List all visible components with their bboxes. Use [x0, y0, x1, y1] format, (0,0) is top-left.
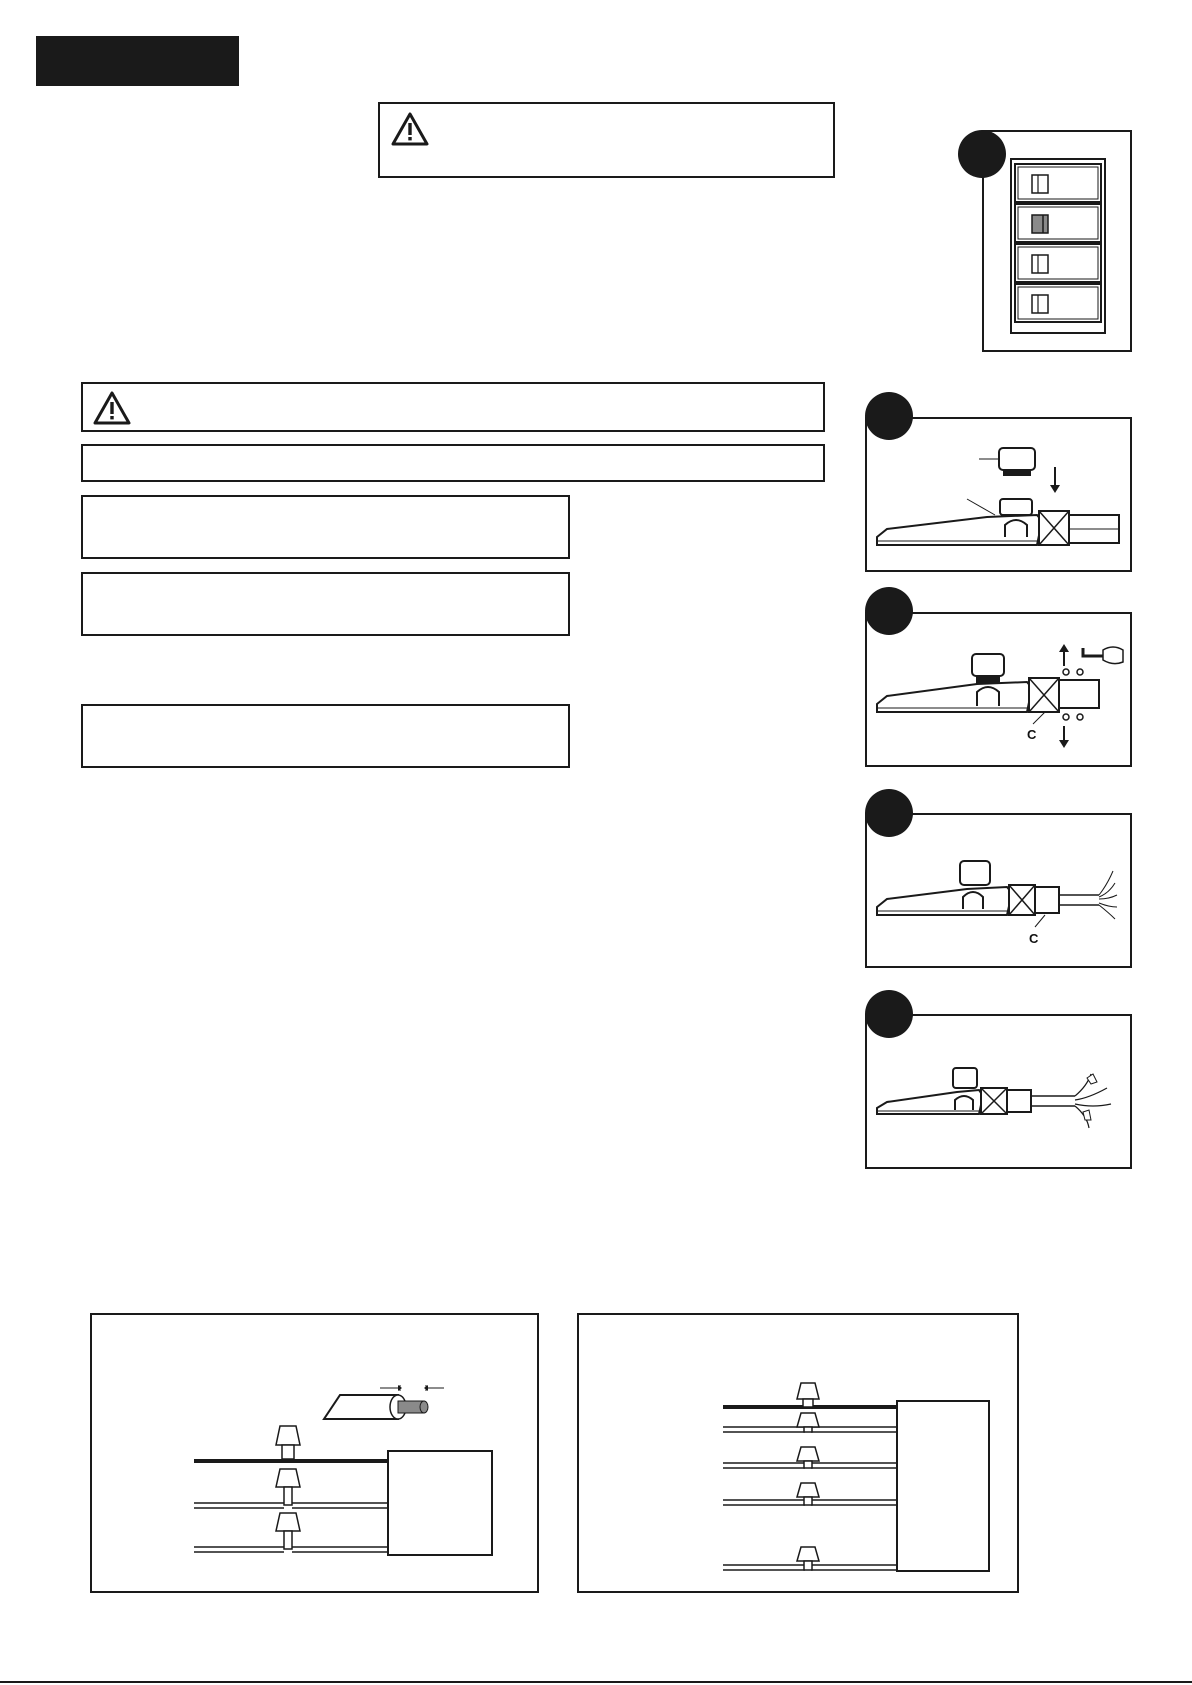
wire-nut-icon: [276, 1513, 300, 1549]
notice-bar: [81, 444, 825, 482]
wire-nut-icon: [276, 1469, 300, 1505]
figure-badge: [865, 990, 913, 1038]
wiring-drawing: [92, 1315, 537, 1591]
breaker-panel-figure: [982, 130, 1132, 352]
section-header-tab: [36, 36, 239, 86]
warning-triangle-icon: [391, 111, 429, 152]
label-c: C: [1027, 727, 1037, 742]
breaker-switch-3: [1015, 244, 1101, 282]
wiring-drawing: [579, 1315, 1017, 1591]
fixture-drawing: [867, 815, 1130, 966]
note-box-3: [81, 704, 570, 768]
note-box-1: [81, 495, 570, 559]
wide-warning-box: [81, 382, 825, 432]
wiring-diagram-5-wire: [577, 1313, 1019, 1593]
figure-loosen-bolts: [865, 612, 1132, 767]
breaker-panel-drawing: [984, 132, 1130, 350]
wire-nut-icon: [797, 1383, 819, 1407]
wiring-diagram-3-wire: [90, 1313, 539, 1593]
wire-nut-icon: [797, 1547, 819, 1570]
wire-nut-icon: [797, 1447, 819, 1468]
figure-badge: [958, 130, 1006, 178]
fixture-drawing: [867, 1016, 1130, 1167]
fixture-drawing: [867, 614, 1130, 765]
fixture-drawing: [867, 419, 1130, 570]
warning-triangle-icon: [93, 390, 131, 431]
page-bottom-rule: [0, 1681, 1192, 1683]
top-warning-box: [378, 102, 835, 178]
note-box-2: [81, 572, 570, 636]
wire-nut-icon: [797, 1483, 819, 1505]
figure-badge: [865, 789, 913, 837]
figure-photocell-install: [865, 417, 1132, 572]
label-c: C: [1029, 931, 1039, 946]
stripped-wire-detail: [324, 1385, 444, 1419]
breaker-switch-2-off: [1015, 204, 1101, 242]
breaker-switch-1: [1015, 164, 1101, 202]
figure-badge: [865, 587, 913, 635]
figure-wires-connected: [865, 1014, 1132, 1169]
figure-badge: [865, 392, 913, 440]
wire-nut-icon: [276, 1426, 300, 1459]
breaker-switch-4: [1015, 284, 1101, 322]
figure-feed-wires: [865, 813, 1132, 968]
wire-nut-icon: [797, 1413, 819, 1432]
